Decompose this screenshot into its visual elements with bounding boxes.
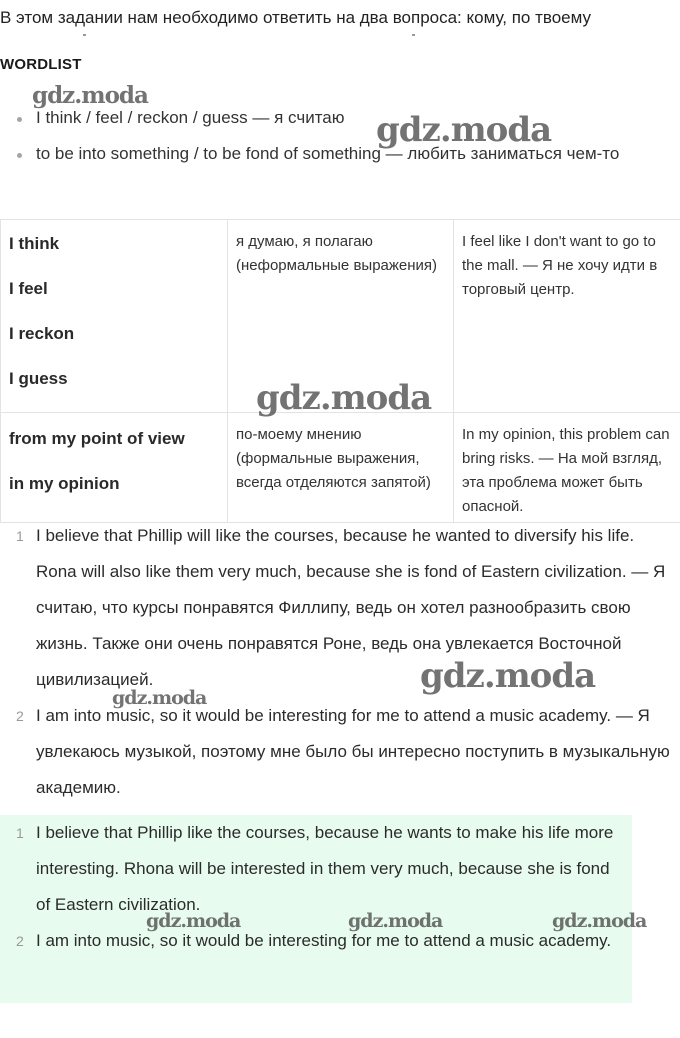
watermark-logo: gdz.moda [376,110,552,150]
phrase-cell [1,220,228,413]
watermark-logo: gdz.moda [420,656,596,696]
meaning-cell: я думаю, я полагаю (неформальные выражения) [228,220,454,413]
list-item [0,815,632,923]
phrase: I guess [9,369,68,388]
answers-list [0,815,632,959]
item-text: I am into music, so it would be interesting for me to attend a music academy. — Я увлекаюсь музыкой, поэтому мне было бы интересно поступить в музыкальную академию. [36,706,670,797]
phrase: from my point of view [9,429,185,448]
watermark-logo: gdz.moda [112,687,207,709]
item-number: 1 [16,528,24,544]
example-cell: In my opinion, this problem can bring risks. — На мой взгляд, эта проблема может быть опасной. [454,413,680,523]
table-row [1,413,680,523]
phrase: I reckon [9,324,75,343]
list-item [0,698,680,806]
list-item [0,923,632,959]
watermark-logo: gdz.moda [552,910,647,932]
phrase: I think [9,234,60,253]
wordlist-list [0,100,680,172]
intro-clipped-line [0,32,680,50]
watermark-logo: gdz.moda [32,82,148,109]
watermark-logo: gdz.moda [146,910,241,932]
meaning-cell: по-моему мнению (формальные выражения, всегда отделяются запятой) [228,413,454,523]
phrase: I feel [9,279,48,298]
wordlist-title: WORDLIST [0,56,82,73]
watermark-logo: gdz.moda [348,910,443,932]
example-cell: I feel like I don't want to go to the mall. — Я не хочу идти в торговый центр. [454,220,680,413]
phrase-cell [1,413,228,523]
item-number: 2 [16,933,24,949]
phrase: in my opinion [9,474,120,493]
item-text: I believe that Phillip like the courses, because he wants to make his life more interesting. Rhona will be interested in them very much, because she is fond of Eastern civilization. [36,823,614,914]
item-number: 2 [16,708,24,724]
watermark-logo: gdz.moda [256,378,432,418]
item-text: I believe that Phillip will like the courses, because he wanted to diversify his life. Rona will also like them very much, because she is fond of Eastern civilization. — Я считаю, что курсы понравятся Филлипу, ведь он хотел разнообразить свою жизнь. Также они очень понравятся Роне, ведь она увлекается Восточной цивилизацией. [36,526,666,689]
wordlist-item: I think / feel / reckon / guess — я считаю [0,100,680,136]
item-number: 1 [16,825,24,841]
wordlist-item: to be into something / to be fond of something — любить заниматься чем-то [0,136,680,172]
phrases-table [0,219,680,523]
intro-text: В этом задании нам необходимо ответить на два вопроса: кому, по твоему [0,8,592,27]
item-text: I am into music, so it would be interesting for me to attend a music academy. [36,931,612,950]
